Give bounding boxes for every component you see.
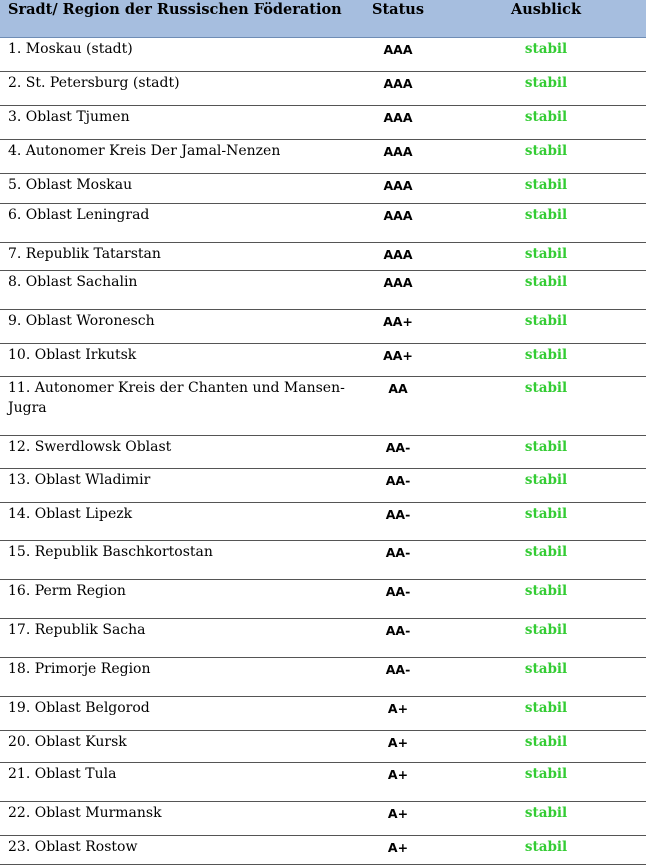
table-row xyxy=(0,469,646,503)
table-row xyxy=(0,174,646,204)
table-row xyxy=(0,377,646,436)
status-cell: AAA xyxy=(383,178,413,193)
region-cell: 13. Oblast Wladimir xyxy=(8,472,151,488)
status-cell: AAA xyxy=(383,42,413,57)
table-row xyxy=(0,344,646,377)
outlook-cell: stabil xyxy=(524,207,568,223)
status-cell: AA- xyxy=(385,584,411,599)
status-cell: AAA xyxy=(383,144,413,159)
outlook-cell: stabil xyxy=(524,143,568,159)
outlook-cell: stabil xyxy=(524,177,568,193)
status-cell: AA- xyxy=(385,623,411,638)
region-cell: 17. Republik Sacha xyxy=(8,622,146,638)
region-cell: 14. Oblast Lipezk xyxy=(8,506,133,522)
header-region: Sradt/ Region der Russischen Föderation xyxy=(8,1,342,18)
region-cell: 9. Oblast Woronesch xyxy=(8,313,155,329)
region-cell: 18. Primorje Region xyxy=(8,661,151,677)
status-cell: A+ xyxy=(387,767,409,782)
outlook-cell: stabil xyxy=(524,472,568,488)
region-cell: 23. Oblast Rostow xyxy=(8,839,138,855)
region-cell: 19. Oblast Belgorod xyxy=(8,700,150,716)
status-cell: AAA xyxy=(383,110,413,125)
table-row xyxy=(0,72,646,106)
status-cell: AA- xyxy=(385,662,411,677)
status-cell: A+ xyxy=(387,840,409,855)
outlook-cell: stabil xyxy=(524,700,568,716)
outlook-cell: stabil xyxy=(524,544,568,560)
outlook-cell: stabil xyxy=(524,109,568,125)
table-row xyxy=(0,503,646,541)
table-row xyxy=(0,243,646,271)
region-cell: 10. Oblast Irkutsk xyxy=(8,347,137,363)
outlook-cell: stabil xyxy=(524,246,568,262)
table-row xyxy=(0,271,646,310)
outlook-cell: stabil xyxy=(524,766,568,782)
table-row xyxy=(0,140,646,174)
table-row xyxy=(0,436,646,469)
status-cell: AA- xyxy=(385,473,411,488)
outlook-cell: stabil xyxy=(524,274,568,290)
table-header xyxy=(0,0,646,38)
table-row xyxy=(0,106,646,140)
status-cell: AA- xyxy=(385,507,411,522)
region-cell: 8. Oblast Sachalin xyxy=(8,274,138,290)
table-row xyxy=(0,697,646,731)
region-cell: 22. Oblast Murmansk xyxy=(8,805,162,821)
header-outlook: Ausblick xyxy=(511,1,581,18)
region-cell: 12. Swerdlowsk Oblast xyxy=(8,439,172,455)
outlook-cell: stabil xyxy=(524,41,568,57)
outlook-cell: stabil xyxy=(524,75,568,91)
region-cell: 15. Republik Baschkortostan xyxy=(8,544,213,560)
region-cell: 20. Oblast Kursk xyxy=(8,734,127,750)
outlook-cell: stabil xyxy=(524,313,568,329)
status-cell: A+ xyxy=(387,806,409,821)
region-cell: 7. Republik Tatarstan xyxy=(8,246,161,262)
region-cell: 6. Oblast Leningrad xyxy=(8,207,150,223)
table-row xyxy=(0,541,646,580)
table-row xyxy=(0,763,646,802)
status-cell: AAA xyxy=(383,247,413,262)
table-row xyxy=(0,310,646,344)
table-row xyxy=(0,658,646,697)
outlook-cell: stabil xyxy=(524,347,568,363)
status-cell: AAA xyxy=(383,275,413,290)
region-cell: 1. Moskau (stadt) xyxy=(8,41,133,57)
table-body xyxy=(0,38,646,865)
table-row xyxy=(0,204,646,243)
region-cell: 21. Oblast Tula xyxy=(8,766,117,782)
status-cell: AAA xyxy=(383,76,413,91)
table-row xyxy=(0,731,646,763)
table-row xyxy=(0,580,646,619)
status-cell: A+ xyxy=(387,735,409,750)
header-status: Status xyxy=(372,1,424,18)
outlook-cell: stabil xyxy=(524,805,568,821)
outlook-cell: stabil xyxy=(524,734,568,750)
status-cell: AA+ xyxy=(383,348,413,363)
outlook-cell: stabil xyxy=(524,661,568,677)
outlook-cell: stabil xyxy=(524,839,568,855)
table-row xyxy=(0,38,646,72)
outlook-cell: stabil xyxy=(524,506,568,522)
region-cell: 5. Oblast Moskau xyxy=(8,177,133,193)
status-cell: AA+ xyxy=(383,314,413,329)
table-row xyxy=(0,802,646,836)
table-row xyxy=(0,836,646,865)
status-cell: AA xyxy=(388,381,408,396)
outlook-cell: stabil xyxy=(524,622,568,638)
table-row xyxy=(0,619,646,658)
outlook-cell: stabil xyxy=(524,439,568,455)
status-cell: AAA xyxy=(383,208,413,223)
status-cell: A+ xyxy=(387,701,409,716)
status-cell: AA- xyxy=(385,440,411,455)
region-cell: 4. Autonomer Kreis Der Jamal-Nenzen xyxy=(8,143,281,159)
status-cell: AA- xyxy=(385,545,411,560)
outlook-cell: stabil xyxy=(524,380,568,396)
region-cell: 11. Autonomer Kreis der Chanten und Mansen- Jugra xyxy=(8,380,345,416)
region-cell: 3. Oblast Tjumen xyxy=(8,109,130,125)
region-cell: 16. Perm Region xyxy=(8,583,126,599)
outlook-cell: stabil xyxy=(524,583,568,599)
region-cell: 2. St. Petersburg (stadt) xyxy=(8,75,180,91)
